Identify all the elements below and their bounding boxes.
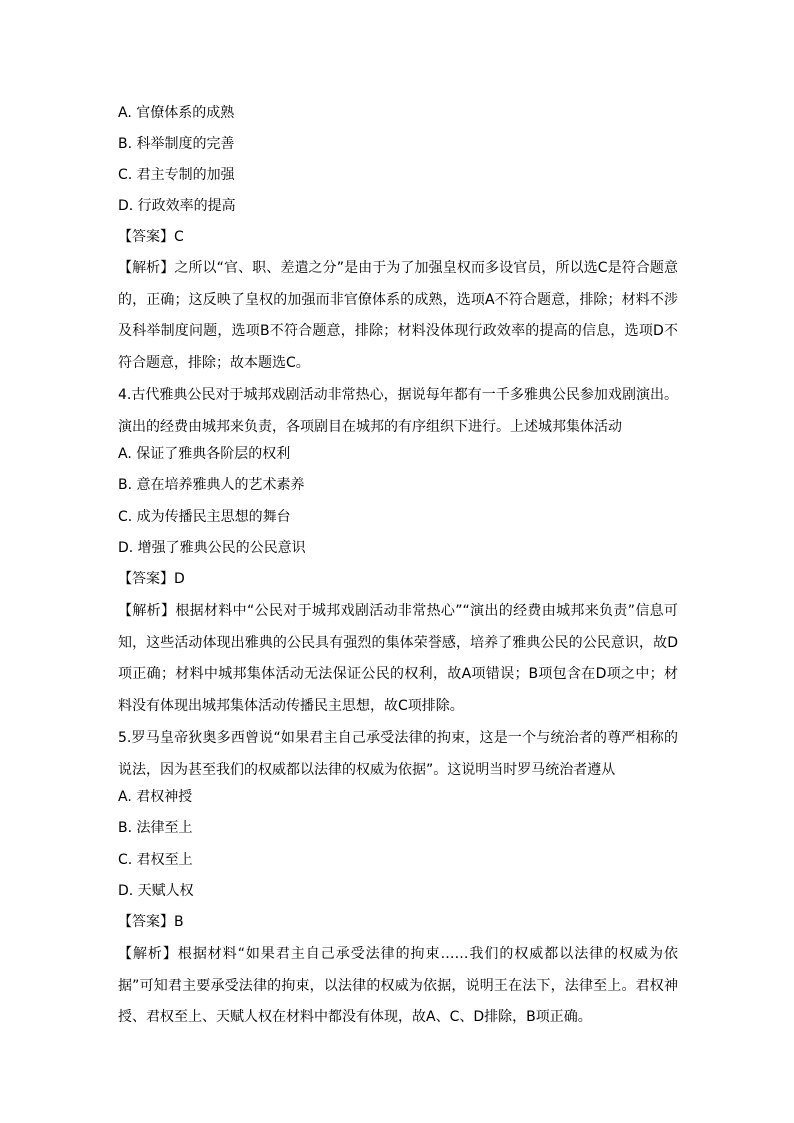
q5-stem: 5.罗马皇帝狄奥多西曾说“如果君主自己承受法律的拘束，这是一个与统治者的尊严相称的说法，因为甚至我们的权威都以法律的权威为依据”。这说明当时罗马统治者遵从 [118, 730, 678, 778]
q5-option-a: A. 君权神授 [118, 789, 193, 805]
q4-option-c: C. 成为传播民主思想的舞台 [118, 509, 291, 525]
q4-option-a: A. 保证了雅典各阶层的权利 [118, 446, 291, 462]
q3-analysis: 【解析】之所以“官、职、差遣之分”是由于为了加强皇权而多设官员，所以选C是符合题意的，正确；这反映了皇权的加强而非官僚体系的成熟，选项A不符合题意，排除；材料不涉及科举制度问题，选项B不符合题意，排除；材料没体现行政效率的提高的信息，选项D不符合题意，排除；故本题选C。 [118, 260, 678, 371]
q5-option-b: B. 法律至上 [118, 820, 193, 836]
q4-stem: 4.古代雅典公民对于城邦戏剧活动非常热心，据说每年都有一千多雅典公民参加戏剧演出。演出的经费由城邦来负责，各项剧目在城邦的有序组织下进行。上述城邦集体活动 [118, 387, 678, 435]
q4-analysis: 【解析】根据材料中“公民对于城邦戏剧活动非常热心”“演出的经费由城邦来负责”信息可知，这些活动体现出雅典的公民具有强烈的集体荣誉感，培养了雅典公民的公民意识，故D项正确；材料中城邦集体活动无法保证公民的权利，故A项错误；B项包含在D项之中；材料没有体现出城邦集体活动传播民主思想，故C项排除。 [118, 603, 678, 714]
q5-analysis: 【解析】根据材料“如果君主自己承受法律的拘束……我们的权威都以法律的权威为依据”可知君主要承受法律的拘束，以法律的权威为依据，说明王在法下，法律至上。君权神授、君权至上、天赋人权在材料中都没有体现，故A、C、D排除，B项正确。 [118, 946, 678, 1025]
q4-answer: 【答案】D [118, 571, 185, 587]
q3-option-c: C. 君主专制的加强 [118, 167, 235, 183]
q3-option-d: D. 行政效率的提高 [118, 198, 236, 214]
q5-option-d: D. 天赋人权 [118, 883, 194, 899]
q3-option-a: A. 官僚体系的成熟 [118, 105, 235, 121]
q4-option-d: D. 增强了雅典公民的公民意识 [118, 540, 306, 556]
q3-answer: 【答案】C [118, 229, 184, 245]
q4-option-b: B. 意在培养雅典人的艺术素养 [118, 477, 305, 493]
q5-answer: 【答案】B [118, 914, 184, 930]
q3-option-b: B. 科举制度的完善 [118, 136, 235, 152]
q5-option-c: C. 君权至上 [118, 852, 193, 868]
